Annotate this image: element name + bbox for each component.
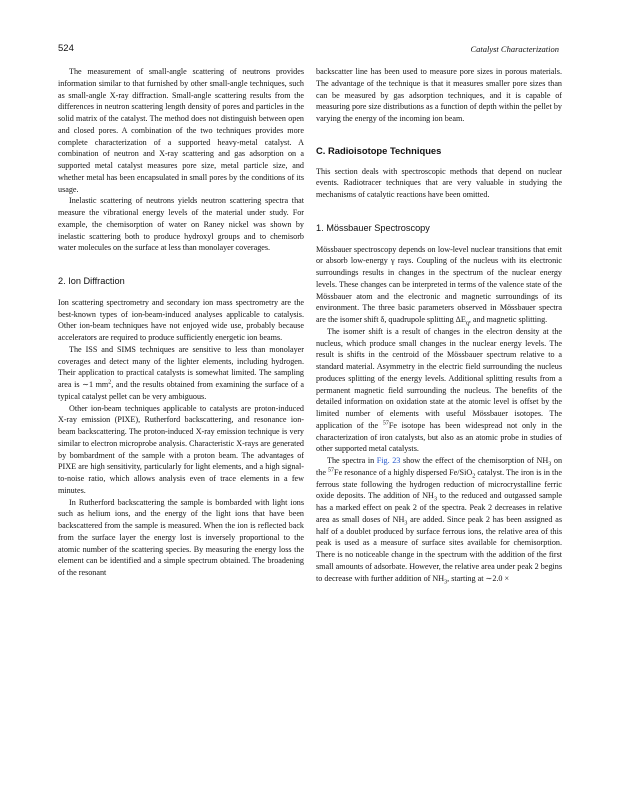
section-heading-mossbauer: 1. Mössbauer Spectroscopy (316, 222, 430, 233)
section-heading-ion-diffraction: 2. Ion Diffraction (58, 276, 125, 286)
paragraph: The measurement of small-angle scattering of neutrons provides information similar to that furnished by other small-angle techniques, such as small-angle X-ray diffraction. Small-angle scattering results from the differences in neutron scattering length density of pores and particles in the solid matrix of the catalyst. The method does not distinguish between open and closed pores. A combination of the two techniques provides more complete characterization of a supported heavy-metal catalyst. A combination of neutron and X-ray scattering and gas adsorption on a supported metal catalyst measures pore size, metal particle size, and whether metal has been encapsulated in small pores by the conditions of its usage. (58, 67, 304, 194)
paragraph: The ISS and SIMS techniques are sensitive to less than monolayer coverages and detect many of the lighter elements, including hydrogen. Their application to practical catalysts is somewhat limited. The sampling area is ∼1 $mm^2$, and the results obtained from examining the surface of a typical catalyst pellet can be very ambiguous. (58, 344, 304, 401)
paragraph: backscatter line has been used to measure pore sizes in porous materials. The advantage of the technique is that it measures smaller pore sizes than can be measured by gas adsorption techniques, and it is capable of measuring pore size distributions as a function of depth within the pellet by varying the energy of the incoming ion beam. (316, 67, 562, 123)
left-column (58, 66, 304, 579)
paragraph: This section deals with spectroscopic methods that depend on nuclear events. Radiotracer techniques that are very valuable in studying the mechanisms of catalytic reactions have been omitted. (316, 166, 562, 199)
paragraph: The isomer shift is a result of changes in the electron density at the nucleus, which produce small changes in the nuclear energy levels. The result is shifts in the centroid of the Mössbauer spectrum relative to a standard material. Asymmetry in the electric field surrounding the nucleus produces splitting of the energy levels. Additional splitting results from a permanent magnetic field surrounding the nucleus. The benefits of the detailed information on oxidation state at the atomic level is offset by the limited number of elements with useful Mössbauer isotopes. The application of the $^{57}$Fe isotope has been widespread not only in the characterization of iron catalysts, but also as an atomic probe in studies of other supported metal catalysts. (316, 326, 563, 454)
paragraph: Ion scattering spectrometry and secondary ion mass spectrometry are the best-known types of ion-beam-induced analyses applicable to catalysis. Other ion-beam techniques have not enjoyed wide use, probably because accelerators are required to produce sufficiently energetic ion beams. (58, 297, 304, 342)
figure-link[interactable]: Fig. 23 (376, 456, 401, 465)
paragraph: Other ion-beam techniques applicable to catalysts are proton-induced X-ray emission (PIXE), Rutherford backscattering, and resonance ion-beam backscattering. The proton-induced X-ray emission technique is very similar to electron microprobe analysis. Characteristic X-rays are generated by bombardment of the sample with a proton beam. The advantages of PIXE are high sensitivity, particularly for light elements, and a high signal-to-noise ratio, which allows analysis even of trace elements in a few minutes. (58, 403, 304, 495)
right-column (316, 66, 562, 584)
running-title: Catalyst Characterization (470, 44, 559, 54)
section-heading-radioisotope: C. Radioisotope Techniques (316, 144, 442, 156)
paragraph: In Rutherford backscattering the sample is bombarded with light ions such as helium ions, and the energy of the light ions that have been backscattered from the sample is measured. When the ion is reflected back from the surface layer the energy lost is inversely proportional to the atomic number of the scattering species. By measuring the energy loss the element can be identified and a simple spectrum obtained. The broadening of the resonant (58, 497, 304, 577)
paragraph: Inelastic scattering of neutrons yields neutron scattering spectra that measure the vibrational energy levels of the material under study. For example, the chemisorption of water on Raney nickel was shown by inelastic scattering both to produce hydroxyl groups and to chemisorb water molecules on the surface at less than monolayer coverages. (58, 196, 304, 253)
paragraph: Mössbauer spectroscopy depends on low-level nuclear transitions that emit or absorb low-energy γ rays. Coupling of the nucleus with its electronic surroundings results in changes in the spectrum of the nuclear energy levels. These changes can be interpreted in terms of the valence state of the Mössbauer atom and the electronic and magnetic surroundings of its environment. The three basic parameters observed in Mössbauer spectra are the isomer shift δ, quadrupole splitting $\Delta E_q$, and magnetic splitting. (316, 244, 562, 327)
page-number: 524 (58, 43, 74, 54)
paragraph: The spectra in Fig. 23 show the effect of the chemisorption of $NH_3$ on the $^{57}$Fe resonance of a highly dispersed Fe/SiO$_2$ catalyst. The iron is in the ferrous state following the hydrogen reduction of microcrystalline ferric oxide deposits. The addition of $NH_3$ to the reduced and outgassed sample has a marked effect on peak 2 of the spectra. Peak 2 decreases in relative area as small doses of $NH_3$ are added. Since peak 2 has been assigned as half of a doublet produced by surface ferrous ions, the relative area of this peak is used as a measure of surface sites available for chemisorption. There is no noticeable change in the spectrum with the addition of the first small amounts of adsorbate. However, the relative area under peak 2 begins to decrease with further addition of $NH_3$, starting at ∼2.0 × (316, 456, 563, 586)
